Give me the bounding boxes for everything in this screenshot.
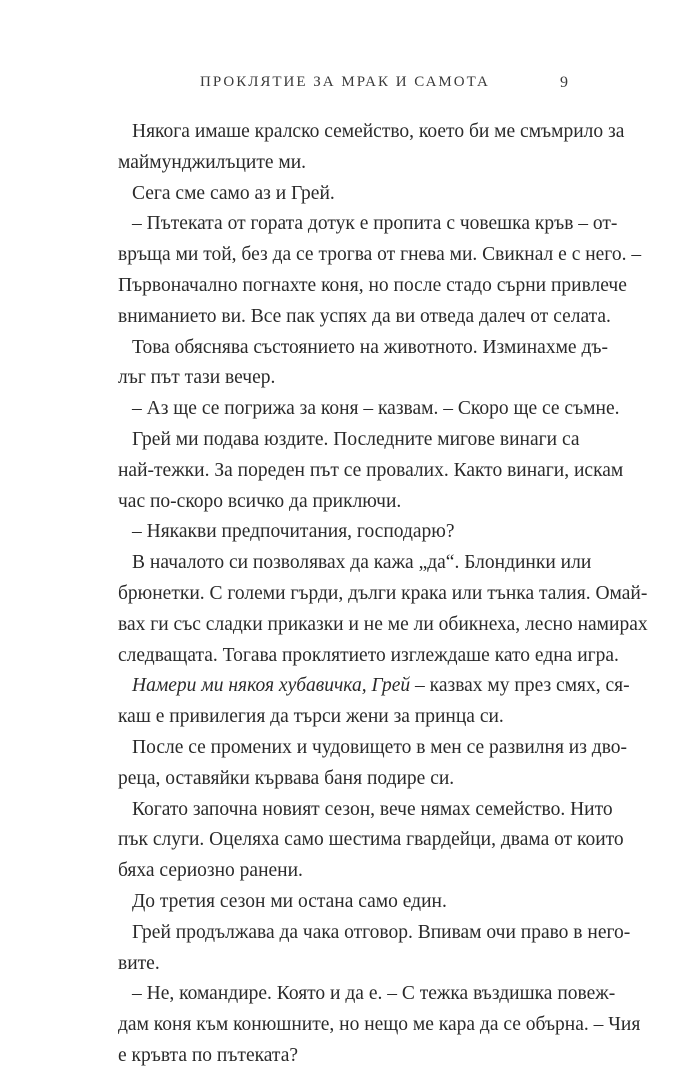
- page-number: 9: [560, 74, 568, 91]
- text-line: вах ги със сладки приказки и не ме ли обикнеха, лесно намирах: [118, 613, 648, 635]
- text-line: бяха сериозно ранени.: [118, 860, 303, 882]
- text-line: – Пътеката от гората дотук е пропита с човешка кръв – от-: [132, 213, 618, 235]
- text-line: брюнетки. С големи гърди, дълги крака или тънка талия. Омай-: [118, 582, 648, 604]
- text-line: най-тежки. За пореден път се провалих. Както винаги, искам: [118, 459, 624, 481]
- italic-quote: Намери ми някоя хубавичка, Грей: [132, 675, 411, 697]
- text-line: Грей ми подава юздите. Последните мигове винаги са: [132, 428, 580, 450]
- text-line: лъг път тази вечер.: [118, 367, 276, 389]
- text-line: До третия сезон ми остана само един.: [132, 890, 447, 912]
- text-line: Когато започна новият сезон, вече нямах семейство. Нито: [132, 798, 613, 820]
- text-line: Това обяснява състоянието на животното. Изминахме дъ-: [132, 336, 608, 358]
- text-line: пък слуги. Оцеляха само шестима гвардейци, двама от които: [118, 829, 624, 851]
- text-line: В началото си позволявах да кажа „да“. Блондинки или: [132, 552, 592, 574]
- text-line: – Някакви предпочитания, господарю?: [132, 521, 455, 543]
- text-segment: – казвах му през смях, ся-: [410, 675, 630, 697]
- text-line: Сега сме само аз и Грей.: [132, 182, 335, 204]
- text-line: После се промених и чудовището в мен се развилня из дво-: [132, 736, 628, 758]
- text-line: маймунджилъците ми.: [118, 151, 307, 173]
- text-line: Грей продължава да чака отговор. Впивам очи право в него-: [132, 921, 631, 943]
- text-line: Първоначално погнахте коня, но после стадо сърни привлече: [118, 274, 627, 296]
- running-head-title: ПРОКЛЯТИЕ ЗА МРАК И САМОТА: [200, 74, 490, 90]
- text-line: час по-скоро всичко да приключи.: [118, 490, 402, 512]
- text-line: каш е привилегия да търси жени за принца си.: [118, 706, 504, 728]
- text-line: – Аз ще се погрижа за коня – казвам. – Скоро ще се съмне.: [132, 398, 620, 420]
- body-text: [118, 117, 648, 1072]
- text-line: вниманието ви. Все пак успях да ви отведа далеч от селата.: [118, 305, 611, 327]
- text-line: е кръвта по пътеката?: [118, 1044, 299, 1066]
- text-line: връща ми той, без да се трогва от гнева ми. Свикнал е с него. –: [118, 244, 642, 266]
- text-line: – Не, командире. Която и да е. – С тежка въздишка повеж-: [132, 983, 616, 1005]
- text-line-mixed: [118, 671, 630, 702]
- text-line: следващата. Тогава проклятието изглеждаше като една игра.: [118, 644, 619, 666]
- text-line: реца, оставяйки кървава баня подире си.: [118, 767, 455, 789]
- text-line: Някога имаше кралско семейство, което би ме смъмрило за: [132, 121, 625, 142]
- text-line: вите.: [118, 952, 160, 974]
- text-line: дам коня към конюшните, но нещо ме кара да се обърна. – Чия: [118, 1014, 641, 1036]
